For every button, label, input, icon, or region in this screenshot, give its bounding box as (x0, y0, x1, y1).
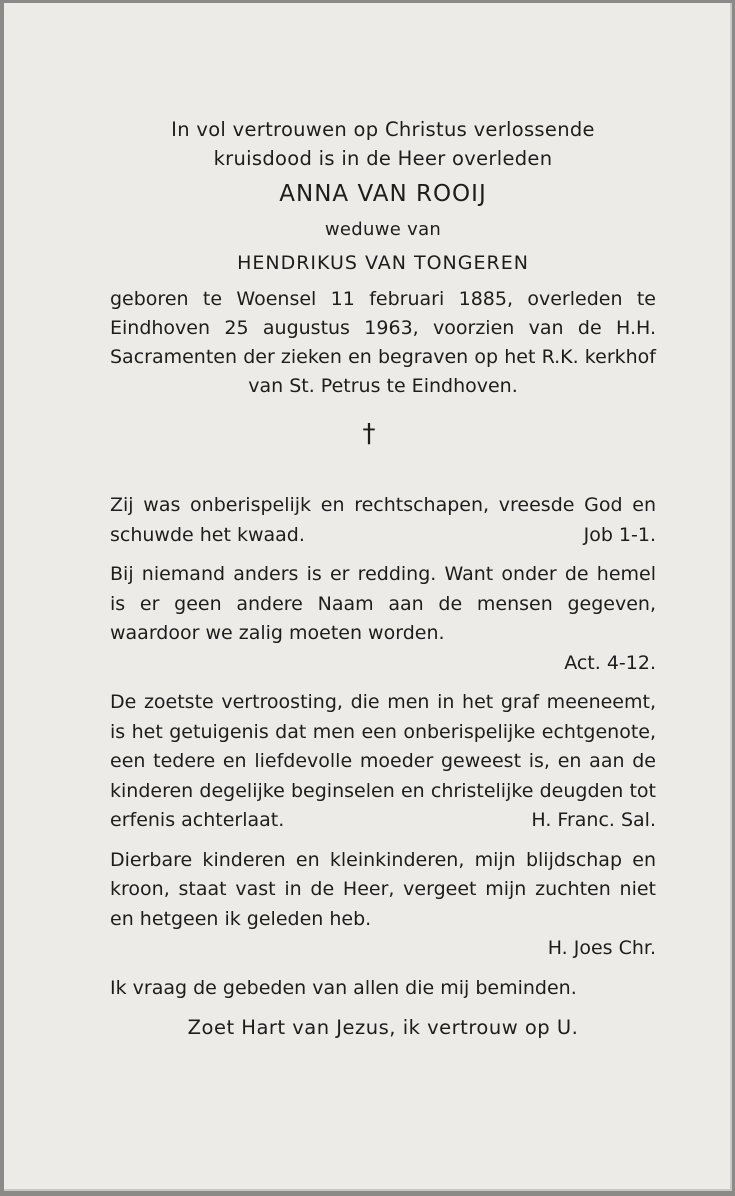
quote-text: Dierbare kinderen en kleinkinderen, mijn blijdschap en kroon, staat vast in de Heer, vergeet mijn zuchten niet en hetgeen ik geleden heb. (110, 848, 656, 930)
quotes-block (110, 491, 656, 1043)
quote-source: Job 1-1. (583, 523, 656, 546)
quote-text: Zij was onberispelijk en rechtschapen, vreesde God en schuwde het kwaad. (110, 494, 656, 546)
intro-line-1: In vol vertrouwen op Christus verlossende (171, 118, 595, 141)
quote-4 (110, 846, 656, 964)
husband-name: HENDRIKUS VAN TONGEREN (237, 252, 529, 274)
quote-text: Ik vraag de gebeden van allen die mij beminden. (110, 976, 577, 999)
quote-3 (110, 688, 656, 836)
quote-source: Act. 4-12. (564, 651, 656, 674)
quote-1 (110, 491, 656, 550)
memorial-card (4, 3, 732, 1191)
quote-text: De zoetste vertroosting, die men in het graf meeneemt, is het getuigenis dat men een onberispelijke echtgenote, een tedere en liefdevolle moeder geweest is, en aan de kinderen degelijke beginselen en christelijke deugden tot erfenis achterlaat. (110, 691, 656, 831)
cross-icon: † (362, 419, 376, 449)
intro-block (110, 115, 656, 281)
quote-5 (110, 974, 656, 1004)
quote-source: H. Joes Chr. (547, 937, 656, 959)
widow-of-label: weduwe van (324, 219, 442, 240)
closing-prayer: Zoet Hart van Jezus, ik vertrouw op U. (187, 1016, 579, 1039)
biography-text: geboren te Woensel 11 februari 1885, overleden te Eindhoven 25 augustus 1963, voorzien van de H.H. Sacramenten der zieken en begraven op het R.K. kerkhof van St. Petrus te Eindhoven. (110, 288, 656, 397)
quote-source: H. Franc. Sal. (531, 809, 656, 831)
intro-line-2: kruisdood is in de Heer overleden (213, 147, 553, 170)
deceased-name: ANNA VAN ROOIJ (279, 181, 487, 207)
quote-text: Bij niemand anders is er redding. Want onder de hemel is er geen andere Naam aan de mensen gegeven, waardoor we zalig moeten worden. (110, 563, 656, 644)
quote-2 (110, 560, 656, 678)
